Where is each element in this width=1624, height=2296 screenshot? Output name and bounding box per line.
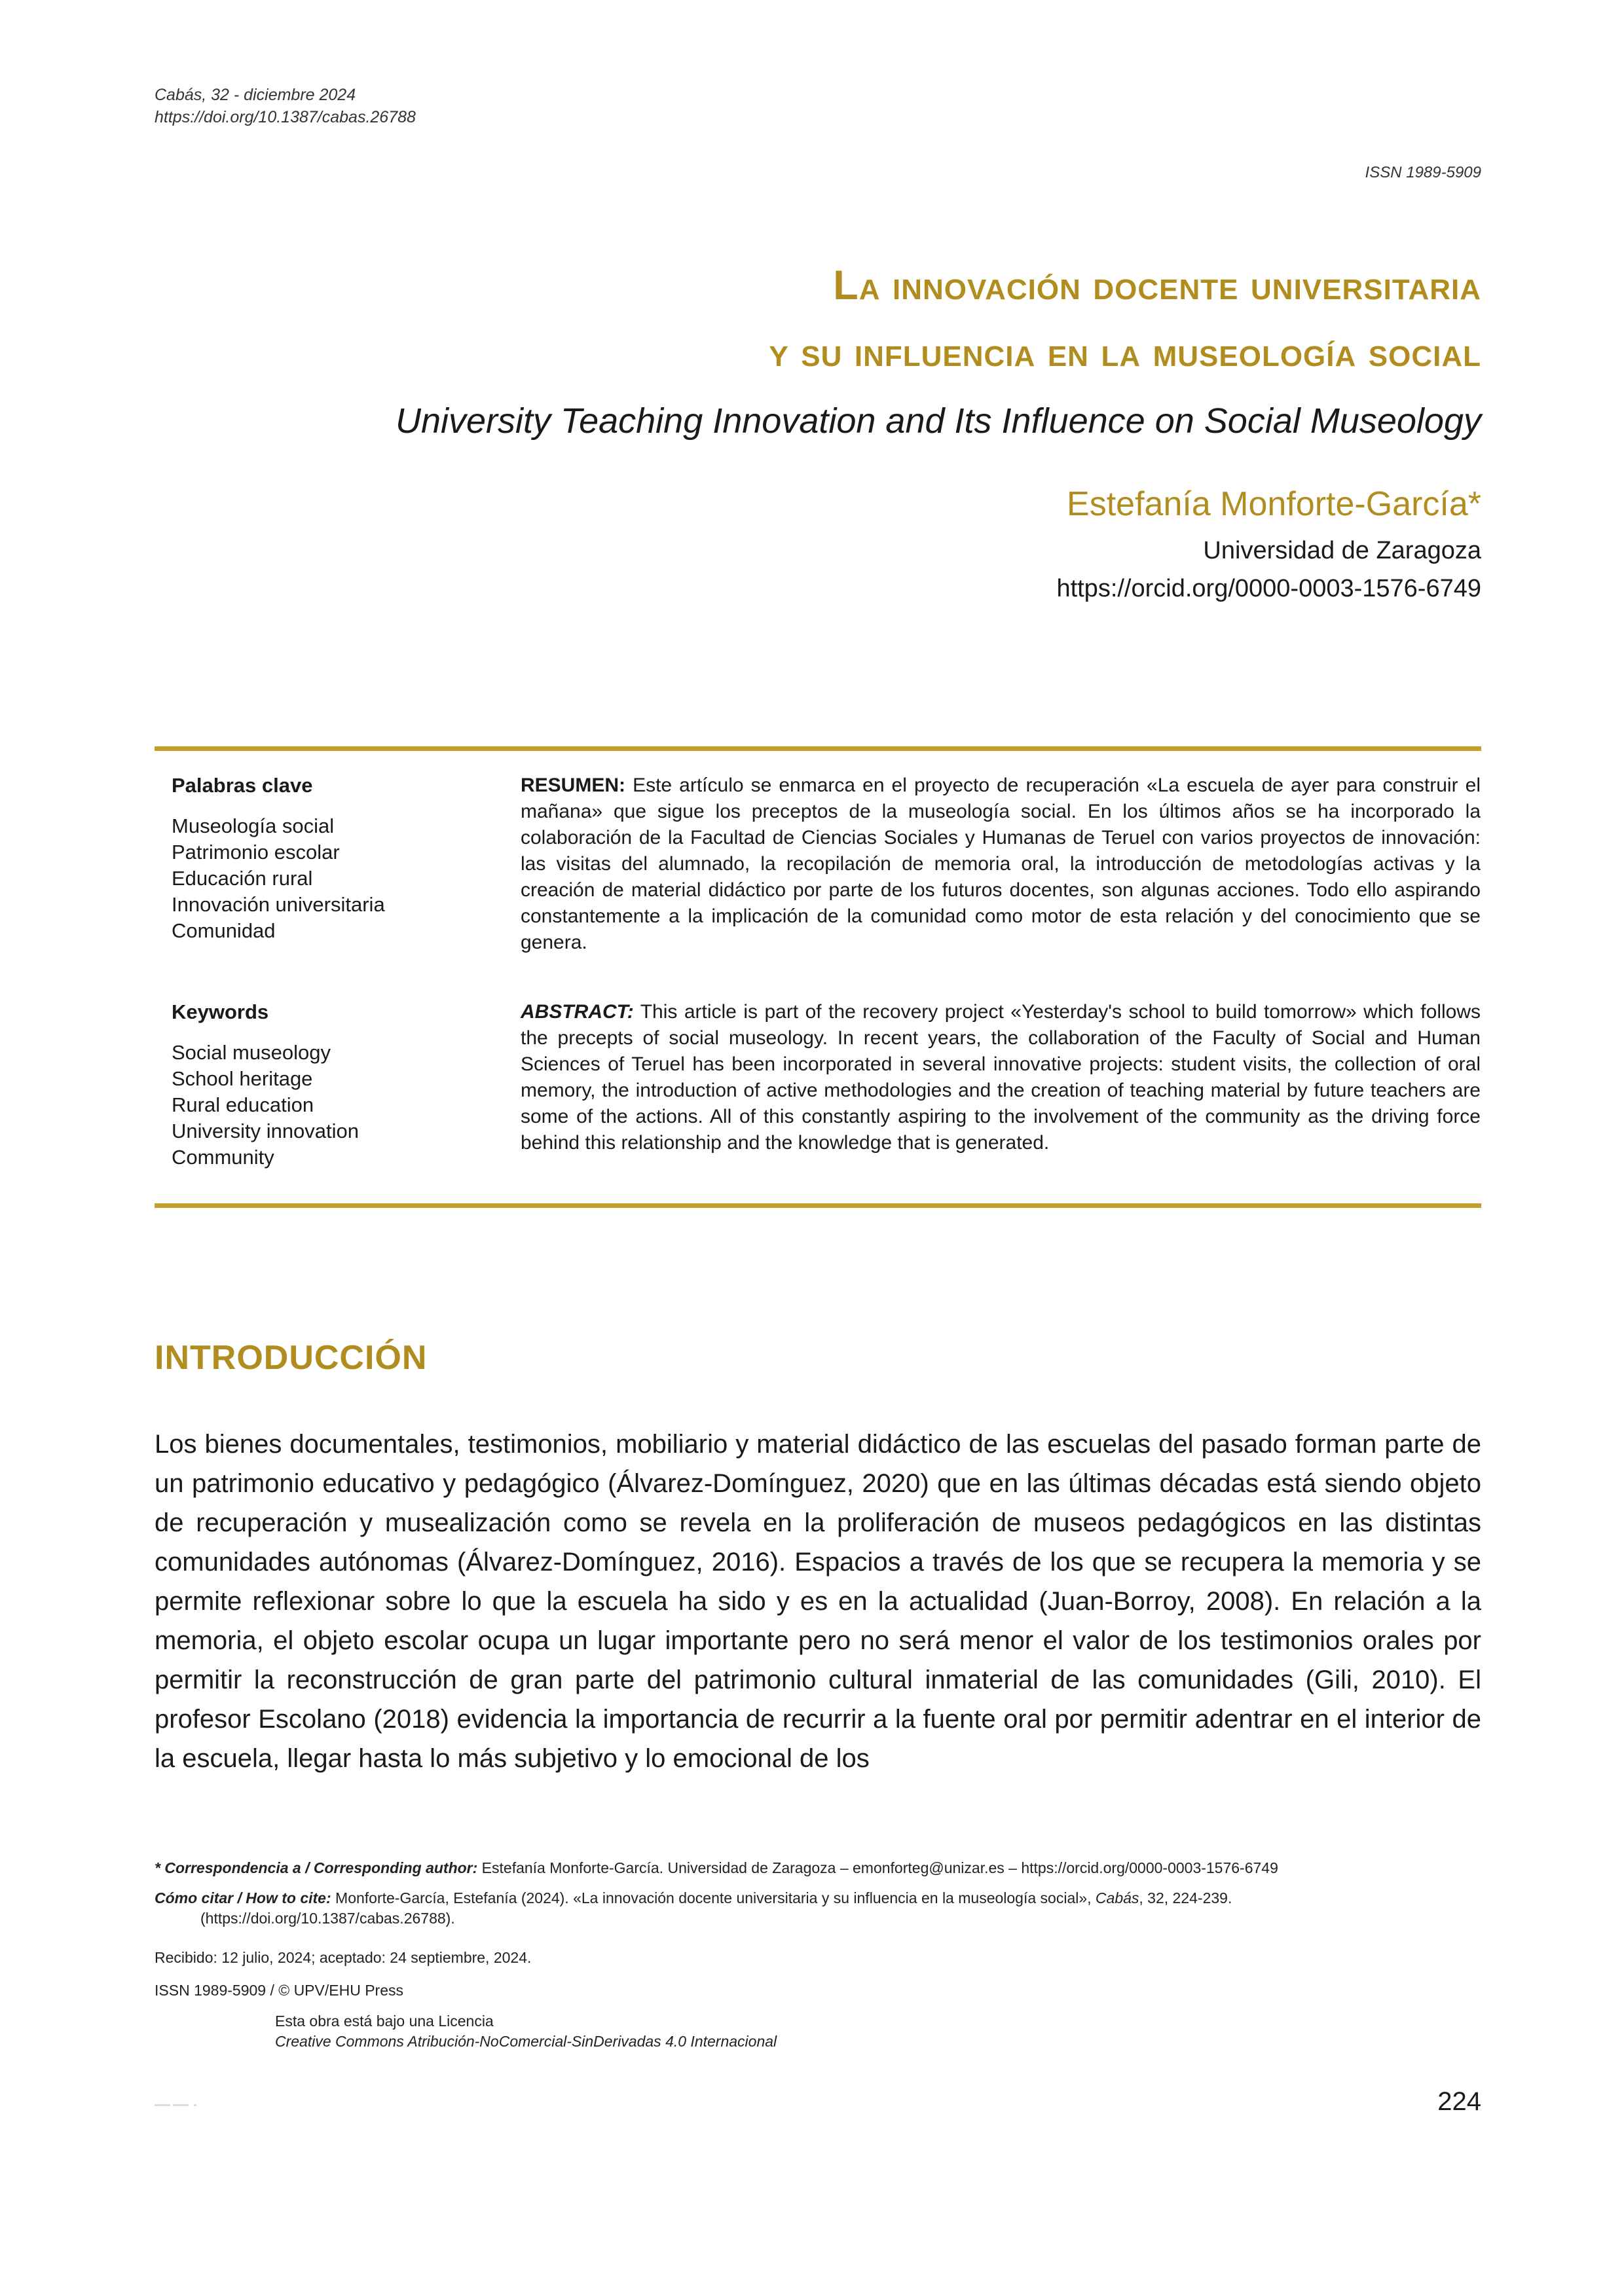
footnote-citation bbox=[155, 1888, 1481, 1929]
footnote-cite-doi[interactable]: (https://doi.org/10.1387/cabas.26788). bbox=[200, 1910, 455, 1927]
footnote-corr-text: Estefanía Monforte-García. Universidad de Zaragoza – emonforteg@unizar.es – https://orcid.org/0000-0003-1576-6749 bbox=[481, 1859, 1278, 1876]
title-line-2: y su influencia en la museología social bbox=[769, 329, 1481, 375]
section-heading-introduccion: INTRODUCCIÓN bbox=[155, 1339, 428, 1377]
keywords-es bbox=[172, 773, 466, 944]
resumen-text: Este artículo se enmarca en el proyecto de recuperación «La escuela de ayer para construir el mañana» que sigue los preceptos de la museología social. En los últimos años se ha incorporado la colaboración de la Facultad de Ciencias Sociales y Humanas de Teruel con varios proyectos de innovación: las visitas del alumnado, la recopilación de memoria oral, la introducción de metodologías activas y la creación de material didáctico por parte de los futuros docentes, son algunas acciones. Todo ello aspirando constantemente a la implicación de la comunidad como motor de esta relación y del conocimiento que se genera. bbox=[521, 774, 1481, 953]
keyword-item: Rural education bbox=[172, 1093, 314, 1116]
issn-header: ISSN 1989-5909 bbox=[1365, 164, 1481, 181]
title-line-1: La innovación docente universitaria bbox=[833, 263, 1481, 308]
journal-header bbox=[155, 84, 416, 128]
footnote-received: Recibido: 12 julio, 2024; aceptado: 24 septiembre, 2024. bbox=[155, 1949, 532, 1966]
footnote-cite-label: Cómo citar / How to cite: bbox=[155, 1889, 331, 1906]
page-number: 224 bbox=[1437, 2087, 1481, 2116]
footnote-corr-label: * Correspondencia a / Corresponding author: bbox=[155, 1859, 478, 1876]
footnote-cite-pages: , 32, 224-239. bbox=[1139, 1889, 1232, 1906]
keyword-item: Comunidad bbox=[172, 919, 276, 942]
license-notice bbox=[275, 2011, 777, 2052]
divider-bottom bbox=[155, 1203, 1481, 1208]
keyword-item: Social museology bbox=[172, 1041, 331, 1064]
footnote-correspondence bbox=[155, 1858, 1481, 1878]
keywords-en bbox=[172, 999, 466, 1171]
author-affiliation-block bbox=[1056, 532, 1481, 608]
keywords-en-heading: Keywords bbox=[172, 1000, 269, 1023]
abstract-label: ABSTRACT: bbox=[521, 1001, 634, 1023]
abstract-text: This article is part of the recovery project «Yesterday's school to build tomorrow» which follows the precepts of social museology. In recent years, the collaboration of the Faculty of Social and Human Sciences of Teruel has been incorporated in several innovative projects: student visits, the collection of oral memory, the introduction of active methodologies and the creation of teaching material by future teachers are some of the actions. All of this constantly aspiring to the involvement of the community as the driving force behind this relationship and the knowledge that is generated. bbox=[521, 1001, 1481, 1154]
keywords-es-heading: Palabras clave bbox=[172, 774, 313, 797]
footnote-issn-press: ISSN 1989-5909 / © UPV/EHU Press bbox=[155, 1982, 403, 1999]
keyword-item: Community bbox=[172, 1146, 274, 1169]
article-title bbox=[769, 252, 1481, 386]
keyword-item: Educación rural bbox=[172, 867, 313, 890]
footnote-cite-journal: Cabás bbox=[1095, 1889, 1139, 1906]
keyword-item: University innovation bbox=[172, 1120, 360, 1142]
introduction-paragraph: Los bienes documentales, testimonios, mobiliario y material didáctico de las escuelas del pasado forman parte de un patrimonio educativo y pedagógico (Álvarez-Domínguez, 2020) que en las últimas décadas está siendo objeto de recuperación y musealización como se revela en la proliferación de museos pedagógicos en las distintas comunidades autónomas (Álvarez-Domínguez, 2016). Espacios a través de los que se recupera la memoria y se permite reflexionar sobre lo que la escuela ha sido y es en la actualidad (Juan-Borroy, 2008). En relación a la memoria, el objeto escolar ocupa un lugar importante pero no será menor el valor de los testimonios orales por permitir la reconstrucción de gran parte del patrimonio cultural inmaterial de las comunidades (Gili, 2010). El profesor Escolano (2018) evidencia la importancia de recurrir a la fuente oral por permitir adentrar en el interior de la escuela, llegar hasta lo más subjetivo y lo emocional de los bbox=[155, 1430, 1481, 1773]
resumen bbox=[521, 773, 1481, 956]
journal-issue: Cabás, 32 - diciembre 2024 bbox=[155, 86, 356, 104]
affiliation: Universidad de Zaragoza bbox=[1203, 537, 1481, 564]
footnote-cite-text: Monforte-García, Estefanía (2024). «La innovación docente universitaria y su influencia en la museología social», bbox=[335, 1889, 1092, 1906]
cc-license-icon bbox=[155, 2095, 200, 2108]
license-line-2[interactable]: Creative Commons Atribución-NoComercial-SinDerivadas 4.0 Internacional bbox=[275, 2033, 777, 2050]
abstract bbox=[521, 999, 1481, 1156]
article-subtitle: University Teaching Innovation and Its Influence on Social Museology bbox=[396, 401, 1481, 441]
author-name: Estefanía Monforte-García* bbox=[1067, 485, 1481, 523]
keyword-item: Innovación universitaria bbox=[172, 893, 385, 916]
resumen-label: RESUMEN: bbox=[521, 774, 626, 796]
divider-top bbox=[155, 746, 1481, 751]
license-line-1: Esta obra está bajo una Licencia bbox=[275, 2013, 494, 2030]
journal-doi[interactable]: https://doi.org/10.1387/cabas.26788 bbox=[155, 108, 416, 126]
keyword-item: Museología social bbox=[172, 814, 335, 837]
orcid-link[interactable]: https://orcid.org/0000-0003-1576-6749 bbox=[1056, 575, 1481, 602]
keyword-item: School heritage bbox=[172, 1067, 313, 1090]
keyword-item: Patrimonio escolar bbox=[172, 841, 340, 864]
